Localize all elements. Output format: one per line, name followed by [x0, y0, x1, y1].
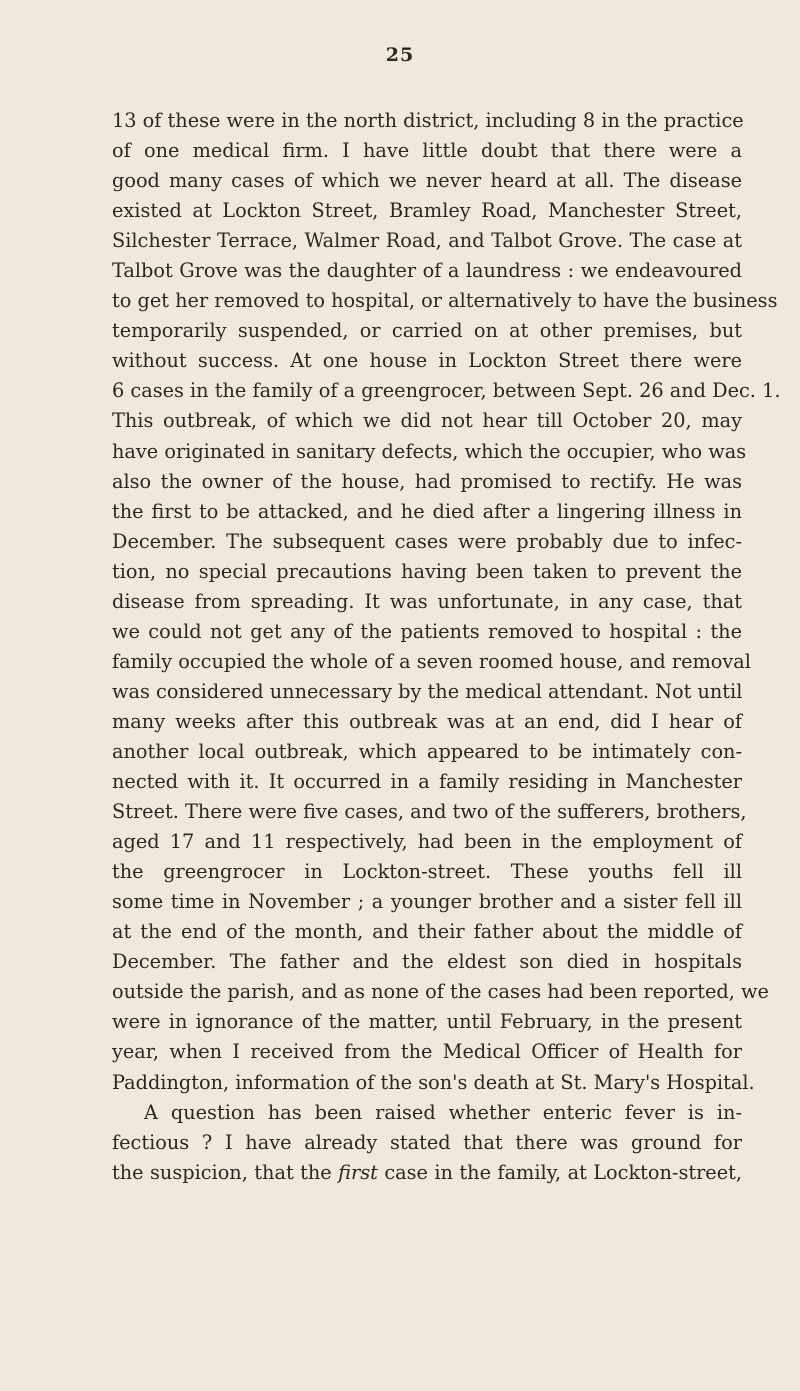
- page-number: 25: [385, 44, 415, 66]
- text-run: case in the family, at Lockton-street,: [377, 1160, 743, 1184]
- text-line: [112, 1158, 742, 1188]
- text-line: This outbreak, of which we did not hear till October 20, may: [112, 409, 742, 433]
- text-line: also the owner of the house, had promised to rectify. He was: [112, 469, 742, 493]
- text-line: 13 of these were in the north district, including 8 in the practice: [112, 109, 744, 132]
- text-line: we could not get any of the patients removed to hospital : the: [112, 619, 742, 643]
- text-line: disease from spreading. It was unfortunate, in any case, that: [112, 589, 742, 613]
- text-line: outside the parish, and as none of the cases had been reported, we: [112, 980, 769, 1004]
- text-line: to get her removed to hospital, or alternatively to have the business: [112, 289, 778, 313]
- text-line: tion, no special precautions having been taken to prevent the: [112, 559, 742, 583]
- text-line: 6 cases in the family of a greengrocer, between Sept. 26 and Dec. 1.: [112, 379, 781, 403]
- body-text: [112, 106, 781, 1188]
- text-line: December. The subsequent cases were probably due to infec-: [112, 529, 742, 553]
- text-line: of one medical firm. I have little doubt that there were a: [112, 139, 742, 163]
- text-line: good many cases of which we never heard at all. The disease: [112, 169, 742, 193]
- text-line: Paddington, information of the son's death at St. Mary's Hospital.: [112, 1070, 755, 1094]
- text-line: without success. At one house in Lockton Street there were: [112, 349, 742, 373]
- text-line: some time in November ; a younger brother and a sister fell ill: [112, 890, 742, 914]
- text-line: the first to be attacked, and he died after a lingering illness in: [112, 499, 742, 523]
- text-line: at the end of the month, and their father about the middle of: [112, 920, 742, 944]
- text-line: A question has been raised whether enteric fever is in-: [144, 1100, 742, 1124]
- text-line: Silchester Terrace, Walmer Road, and Talbot Grove. The case at: [112, 229, 742, 253]
- text-line: the greengrocer in Lockton-street. These youths fell ill: [112, 860, 742, 884]
- paragraph-1: [112, 106, 781, 1098]
- text-line: December. The father and the eldest son died in hospitals: [112, 950, 742, 974]
- text-line: temporarily suspended, or carried on at other premises, but: [112, 319, 742, 343]
- text-line: aged 17 and 11 respectively, had been in the employment of: [112, 830, 742, 854]
- text-line: Talbot Grove was the daughter of a laundress : we endeavoured: [112, 259, 742, 283]
- paragraph-2: [112, 1098, 742, 1188]
- text-line: fectious ? I have already stated that there was ground for: [112, 1130, 742, 1154]
- text-line: Street. There were five cases, and two of the sufferers, brothers,: [112, 800, 747, 824]
- text-line: have originated in sanitary defects, which the occupier, who was: [112, 439, 747, 463]
- text-line: many weeks after this outbreak was at an end, did I hear of: [112, 709, 742, 733]
- text-line: nected with it. It occurred in a family residing in Manchester: [112, 770, 742, 794]
- text-line: existed at Lockton Street, Bramley Road, Manchester Street,: [112, 199, 742, 223]
- text-line: year, when I received from the Medical Officer of Health for: [112, 1040, 742, 1064]
- italic-word: first: [338, 1160, 378, 1184]
- text-line: another local outbreak, which appeared to be intimately con-: [112, 739, 742, 763]
- text-line: was considered unnecessary by the medical attendant. Not until: [112, 679, 743, 703]
- text-run: the suspicion, that the: [112, 1160, 339, 1184]
- text-line: family occupied the whole of a seven roomed house, and removal: [112, 649, 751, 673]
- text-line: were in ignorance of the matter, until February, in the present: [112, 1010, 742, 1034]
